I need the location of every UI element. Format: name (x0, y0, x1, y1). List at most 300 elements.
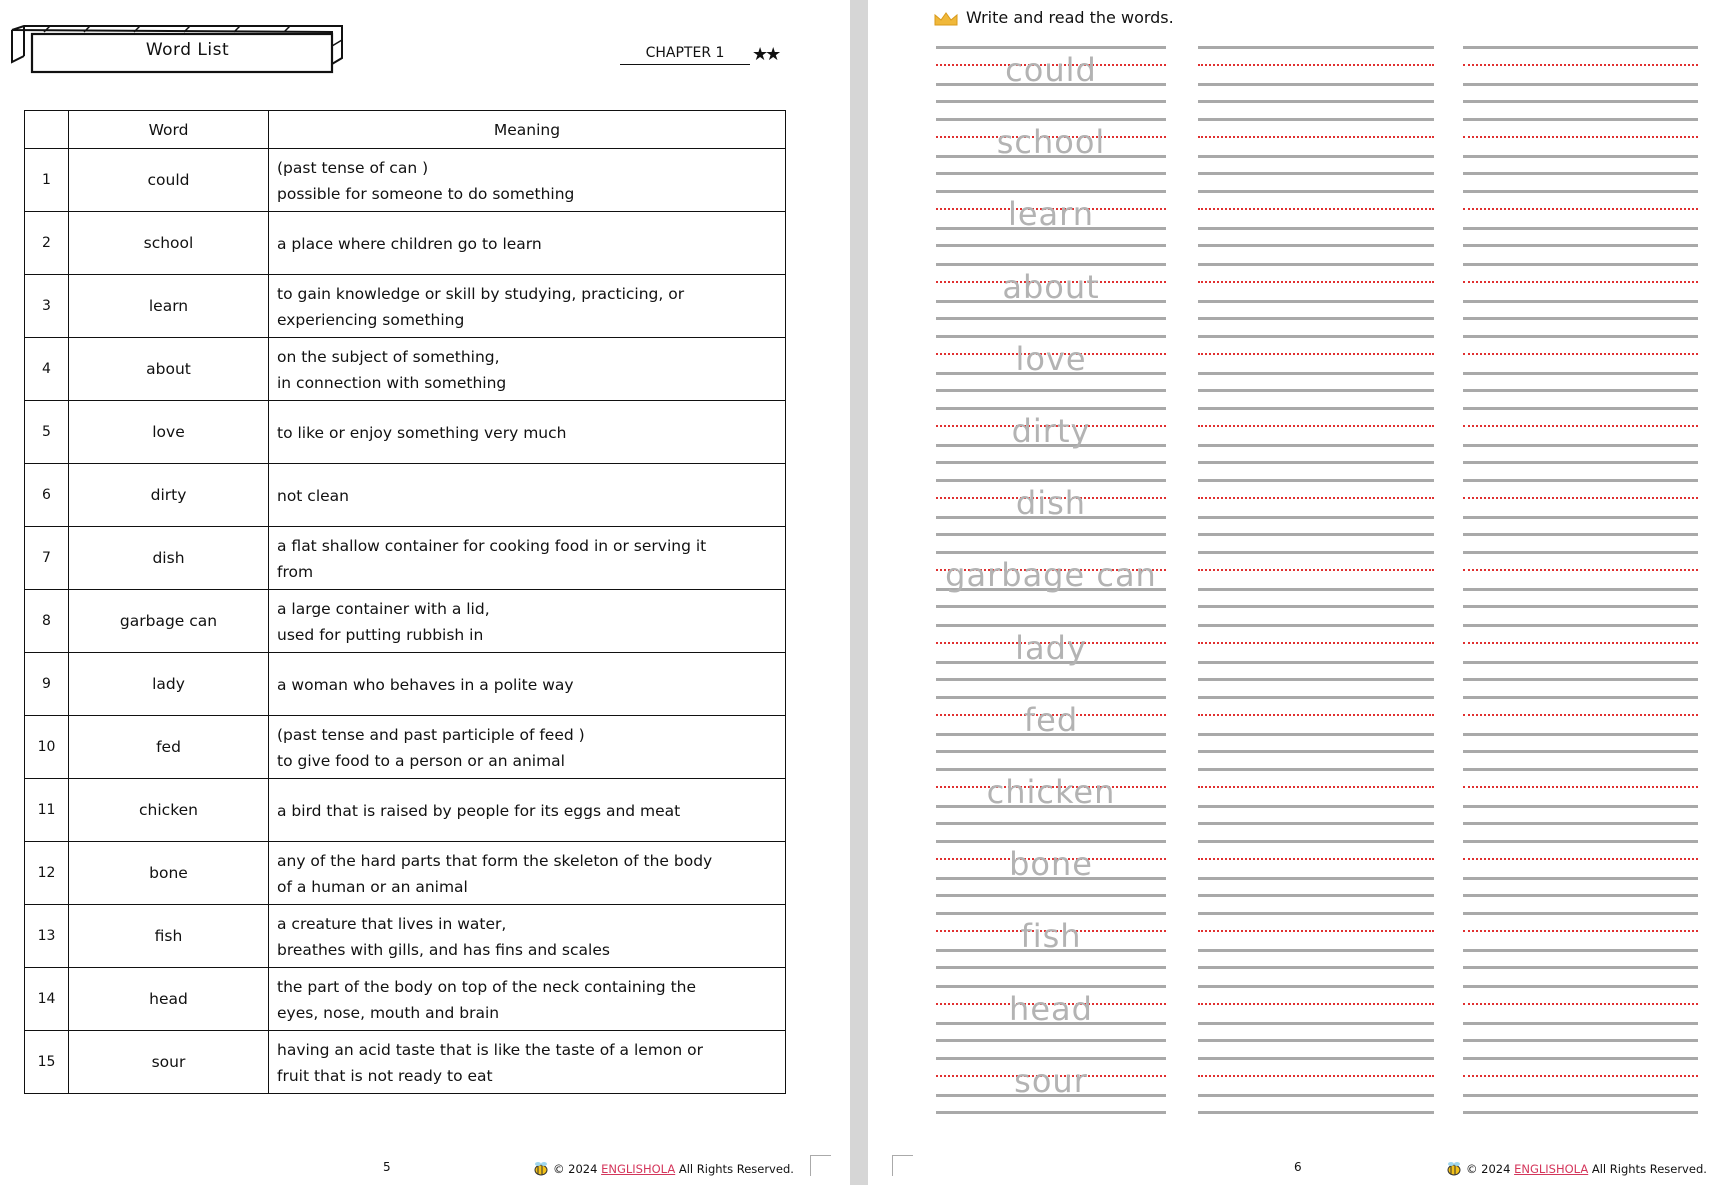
writing-cell[interactable] (1198, 479, 1434, 533)
writing-cell[interactable] (1463, 551, 1698, 605)
meaning-line: from (277, 563, 314, 581)
word-meaning (269, 527, 786, 590)
guide-line (1463, 1111, 1698, 1114)
writing-cell[interactable] (1463, 768, 1698, 822)
meaning-line: to like or enjoy something very much (277, 424, 567, 442)
dotted-midline (1463, 858, 1698, 860)
dotted-midline (1198, 64, 1434, 66)
dotted-midline (1198, 642, 1434, 644)
writing-cell[interactable] (1463, 696, 1698, 750)
vocab-word: fish (69, 905, 269, 968)
guide-line (936, 244, 1166, 247)
trace-word: could (1005, 51, 1097, 89)
practice-row (868, 624, 1715, 696)
guide-line (1198, 1094, 1434, 1097)
table-row (25, 149, 786, 212)
guide-line (1198, 172, 1434, 175)
guide-line (1463, 407, 1698, 410)
table-row (25, 275, 786, 338)
word-meaning (269, 653, 786, 716)
guide-line (1463, 894, 1698, 897)
guide-line (1463, 1022, 1698, 1025)
guide-line (1198, 985, 1434, 988)
guide-line (1198, 588, 1434, 591)
dotted-midline (1198, 281, 1434, 283)
guide-line (1463, 533, 1698, 536)
meaning-line: any of the hard parts that form the skeleton of the body (277, 852, 713, 870)
word-meaning (269, 1031, 786, 1094)
writing-cell[interactable] (1463, 46, 1698, 100)
vocab-word: bone (69, 842, 269, 905)
trace-word: lady (1015, 628, 1087, 667)
guide-line (1198, 894, 1434, 897)
row-number: 7 (25, 527, 69, 590)
bee-logo-icon (533, 1160, 549, 1176)
guide-line (1198, 444, 1434, 447)
vocab-word: head (69, 968, 269, 1031)
guide-line (1463, 949, 1698, 952)
word-meaning (269, 401, 786, 464)
row-number: 5 (25, 401, 69, 464)
guide-line (1463, 118, 1698, 121)
trace-word: sour (1014, 1061, 1088, 1100)
page-title: Word List (145, 40, 230, 60)
guide-line (1198, 696, 1434, 699)
meaning-line: a large container with a lid, (277, 600, 490, 618)
guide-line (936, 822, 1166, 825)
row-number: 4 (25, 338, 69, 401)
guide-line (1463, 83, 1698, 86)
word-meaning (269, 338, 786, 401)
crop-mark (810, 1155, 831, 1176)
dotted-midline (1463, 425, 1698, 427)
word-meaning (269, 212, 786, 275)
trace-cell (936, 46, 1166, 100)
dotted-midline (1198, 714, 1434, 716)
guide-line (1198, 372, 1434, 375)
guide-line (1463, 840, 1698, 843)
column-header-number (25, 111, 69, 149)
guide-line (936, 317, 1166, 320)
guide-line (1198, 551, 1434, 554)
table-row (25, 779, 786, 842)
guide-line (1198, 317, 1434, 320)
guide-line (1463, 444, 1698, 447)
brand-link[interactable]: ENGLISHOLA (601, 1162, 676, 1176)
guide-line (1198, 46, 1434, 49)
writing-cell[interactable] (1463, 335, 1698, 389)
guide-line (1198, 118, 1434, 121)
writing-cell[interactable] (1198, 840, 1434, 894)
vocab-word: love (69, 401, 269, 464)
guide-line (1198, 227, 1434, 230)
copyright-notice (533, 1160, 794, 1176)
writing-cell[interactable] (1463, 190, 1698, 244)
meaning-line: (past tense of can ) (277, 159, 429, 177)
table-header-row (25, 111, 786, 149)
row-number: 13 (25, 905, 69, 968)
writing-cell[interactable] (1463, 1057, 1698, 1111)
meaning-line: to gain knowledge or skill by studying, practicing, or (277, 285, 685, 303)
row-number: 9 (25, 653, 69, 716)
dotted-midline (1198, 208, 1434, 210)
guide-line (1463, 696, 1698, 699)
writing-cell[interactable] (1463, 479, 1698, 533)
trace-word: learn (1007, 195, 1095, 234)
table-row (25, 968, 786, 1031)
table-row (25, 401, 786, 464)
guide-line (1463, 1039, 1698, 1042)
table-row (25, 527, 786, 590)
trace-word: about (1002, 267, 1100, 306)
guide-line (936, 750, 1166, 753)
page-number: 5 (383, 1160, 391, 1174)
meaning-line: in connection with something (277, 374, 507, 392)
trace-cell (936, 768, 1166, 822)
trace-cell (936, 985, 1166, 1039)
guide-line (936, 1111, 1166, 1114)
vocab-word: lady (69, 653, 269, 716)
guide-line (936, 696, 1166, 699)
trace-cell (936, 696, 1166, 750)
row-number: 11 (25, 779, 69, 842)
word-meaning (269, 149, 786, 212)
guide-line (1198, 768, 1434, 771)
writing-cell[interactable] (1198, 118, 1434, 172)
guide-line (1198, 533, 1434, 536)
guide-line (1198, 877, 1434, 880)
guide-line (936, 768, 1166, 771)
trace-cell (936, 118, 1166, 172)
guide-line (1198, 335, 1434, 338)
trace-cell (936, 190, 1166, 244)
meaning-line: the part of the body on top of the neck containing the (277, 978, 697, 996)
column-header-meaning: Meaning (269, 111, 786, 149)
guide-line (1198, 750, 1434, 753)
practice-row (868, 985, 1715, 1057)
table-row (25, 842, 786, 905)
trace-word: chicken (986, 773, 1116, 811)
writing-cell[interactable] (1198, 407, 1434, 461)
crop-mark (892, 1155, 913, 1176)
guide-line (936, 407, 1166, 410)
meaning-line: having an acid taste that is like the taste of a lemon or (277, 1041, 704, 1059)
guide-line (1463, 227, 1698, 230)
vocab-word: about (69, 338, 269, 401)
dotted-midline (1198, 136, 1434, 138)
trace-cell (936, 479, 1166, 533)
guide-line (1463, 516, 1698, 519)
writing-cell[interactable] (1198, 696, 1434, 750)
practice-row (868, 479, 1715, 551)
vocab-word: fed (69, 716, 269, 779)
guide-line (1198, 516, 1434, 519)
dotted-midline (1198, 353, 1434, 355)
guide-line (936, 551, 1166, 554)
dotted-midline (1198, 497, 1434, 499)
practice-row (868, 263, 1715, 335)
writing-cell[interactable] (1198, 46, 1434, 100)
guide-line (936, 894, 1166, 897)
guide-line (1198, 300, 1434, 303)
vocab-word: could (69, 149, 269, 212)
meaning-line: a flat shallow container for cooking food in or serving it (277, 537, 707, 555)
left-page (0, 0, 850, 1185)
word-meaning (269, 275, 786, 338)
dotted-midline (1463, 281, 1698, 283)
dotted-midline (1463, 714, 1698, 716)
guide-line (1198, 389, 1434, 392)
word-meaning (269, 968, 786, 1031)
writing-cell[interactable] (1463, 624, 1698, 678)
practice-row (868, 46, 1715, 118)
dotted-midline (1463, 136, 1698, 138)
writing-cell[interactable] (1198, 1057, 1434, 1111)
guide-line (936, 966, 1166, 969)
meaning-line: (past tense and past participle of feed ) (277, 726, 585, 744)
dotted-midline (1198, 569, 1434, 571)
guide-line (936, 118, 1166, 121)
guide-line (1463, 263, 1698, 266)
right-page (868, 0, 1715, 1185)
guide-line (936, 624, 1166, 627)
practice-row (868, 696, 1715, 768)
row-number: 6 (25, 464, 69, 527)
table-row (25, 653, 786, 716)
writing-cell[interactable] (1198, 335, 1434, 389)
meaning-line: used for putting rubbish in (277, 626, 484, 644)
trace-cell (936, 263, 1166, 317)
row-number: 12 (25, 842, 69, 905)
row-number: 15 (25, 1031, 69, 1094)
table-row (25, 464, 786, 527)
guide-line (1463, 317, 1698, 320)
meaning-line: breathes with gills, and has fins and scales (277, 941, 610, 959)
writing-cell[interactable] (1198, 551, 1434, 605)
guide-line (936, 1057, 1166, 1060)
guide-line (936, 172, 1166, 175)
dotted-midline (1463, 786, 1698, 788)
practice-row (868, 551, 1715, 623)
word-meaning (269, 842, 786, 905)
writing-cell[interactable] (1198, 190, 1434, 244)
guide-line (1198, 966, 1434, 969)
guide-line (1463, 678, 1698, 681)
dotted-midline (1198, 1075, 1434, 1077)
writing-cell[interactable] (1463, 840, 1698, 894)
row-number: 8 (25, 590, 69, 653)
dotted-midline (1463, 1003, 1698, 1005)
guide-line (1198, 263, 1434, 266)
guide-line (1198, 733, 1434, 736)
row-number: 2 (25, 212, 69, 275)
dotted-midline (1198, 425, 1434, 427)
guide-line (1198, 605, 1434, 608)
writing-cell[interactable] (1463, 118, 1698, 172)
guide-line (936, 678, 1166, 681)
guide-line (1198, 1057, 1434, 1060)
guide-line (1198, 155, 1434, 158)
table-row (25, 716, 786, 779)
guide-line (1463, 605, 1698, 608)
dotted-midline (1198, 858, 1434, 860)
guide-line (1463, 877, 1698, 880)
guide-line (1463, 100, 1698, 103)
guide-line (936, 335, 1166, 338)
guide-line (1463, 1057, 1698, 1060)
guide-line (1463, 244, 1698, 247)
guide-line (1463, 985, 1698, 988)
guide-line (1198, 1111, 1434, 1114)
dotted-midline (1463, 642, 1698, 644)
guide-line (1463, 912, 1698, 915)
guide-line (1198, 1022, 1434, 1025)
guide-line (1463, 389, 1698, 392)
dotted-midline (1198, 786, 1434, 788)
dotted-midline (1198, 930, 1434, 932)
bee-logo-icon (1446, 1160, 1462, 1176)
guide-line (1463, 479, 1698, 482)
writing-cell[interactable] (1463, 985, 1698, 1039)
writing-cell[interactable] (1198, 624, 1434, 678)
practice-row (868, 407, 1715, 479)
guide-line (1198, 479, 1434, 482)
copyright-suffix: All Rights Reserved. (678, 1162, 794, 1176)
guide-line (936, 190, 1166, 193)
vocab-word: chicken (69, 779, 269, 842)
trace-word: dirty (1011, 412, 1091, 450)
trace-cell (936, 1057, 1166, 1111)
guide-line (936, 912, 1166, 915)
brand-link[interactable]: ENGLISHOLA (1514, 1162, 1589, 1176)
practice-row (868, 912, 1715, 984)
word-meaning (269, 590, 786, 653)
word-meaning (269, 905, 786, 968)
word-meaning (269, 464, 786, 527)
vocab-word: dirty (69, 464, 269, 527)
meaning-line: eyes, nose, mouth and brain (277, 1004, 500, 1022)
guide-line (936, 389, 1166, 392)
meaning-line: to give food to a person or an animal (277, 752, 565, 770)
word-table (24, 110, 786, 1094)
guide-line (936, 100, 1166, 103)
meaning-line: on the subject of something, (277, 348, 500, 366)
dotted-midline (1463, 208, 1698, 210)
guide-line (1463, 624, 1698, 627)
meaning-line: possible for someone to do something (277, 185, 575, 203)
practice-row (868, 335, 1715, 407)
trace-word: garbage can (945, 556, 1157, 595)
dotted-midline (1463, 64, 1698, 66)
guide-line (1198, 661, 1434, 664)
writing-cell[interactable] (1463, 407, 1698, 461)
guide-line (1463, 155, 1698, 158)
dotted-midline (1463, 353, 1698, 355)
trace-cell (936, 624, 1166, 678)
guide-line (936, 605, 1166, 608)
vocab-word: school (69, 212, 269, 275)
guide-line (1198, 840, 1434, 843)
vocab-word: sour (69, 1031, 269, 1094)
writing-cell[interactable] (1198, 263, 1434, 317)
guide-line (1463, 172, 1698, 175)
meaning-line: a bird that is raised by people for its eggs and meat (277, 802, 681, 820)
vocab-word: learn (69, 275, 269, 338)
meaning-line: of a human or an animal (277, 878, 468, 896)
guide-line (936, 461, 1166, 464)
meaning-line: fruit that is not ready to eat (277, 1067, 493, 1085)
practice-row (868, 840, 1715, 912)
guide-line (1198, 461, 1434, 464)
table-row (25, 590, 786, 653)
crown-icon (934, 12, 958, 26)
dotted-midline (1198, 1003, 1434, 1005)
trace-word: love (1015, 339, 1087, 378)
word-meaning (269, 779, 786, 842)
table-row (25, 338, 786, 401)
trace-cell (936, 840, 1166, 894)
writing-cell[interactable] (1198, 768, 1434, 822)
guide-line (1463, 300, 1698, 303)
word-list-banner (10, 22, 346, 74)
trace-cell (936, 912, 1166, 966)
guide-line (1198, 822, 1434, 825)
guide-line (1198, 83, 1434, 86)
trace-cell (936, 335, 1166, 389)
guide-line (1198, 100, 1434, 103)
row-number: 14 (25, 968, 69, 1031)
guide-line (1198, 190, 1434, 193)
copyright-prefix: © 2024 (1466, 1162, 1511, 1176)
copyright-suffix: All Rights Reserved. (1591, 1162, 1707, 1176)
vocab-word: garbage can (69, 590, 269, 653)
star-icon: ★★ (752, 44, 779, 65)
table-row (25, 905, 786, 968)
guide-line (1463, 46, 1698, 49)
guide-line (1463, 822, 1698, 825)
practice-row (868, 190, 1715, 262)
row-number: 3 (25, 275, 69, 338)
writing-cell[interactable] (1198, 912, 1434, 966)
guide-line (1198, 949, 1434, 952)
dotted-midline (1463, 1075, 1698, 1077)
dotted-midline (1463, 497, 1698, 499)
vocab-word: dish (69, 527, 269, 590)
writing-cell[interactable] (1463, 263, 1698, 317)
writing-cell[interactable] (1198, 985, 1434, 1039)
copyright-notice (1446, 1160, 1707, 1176)
practice-row (868, 118, 1715, 190)
table-row (25, 1031, 786, 1094)
writing-cell[interactable] (1463, 912, 1698, 966)
trace-word: bone (1009, 845, 1093, 884)
guide-line (1198, 407, 1434, 410)
dotted-midline (1463, 930, 1698, 932)
guide-line (1198, 805, 1434, 808)
dotted-midline (1463, 569, 1698, 571)
guide-line (1463, 733, 1698, 736)
meaning-line: a woman who behaves in a polite way (277, 676, 574, 694)
guide-line (1463, 588, 1698, 591)
guide-line (1198, 912, 1434, 915)
guide-line (1463, 335, 1698, 338)
guide-line (1463, 372, 1698, 375)
meaning-line: a place where children go to learn (277, 235, 542, 253)
guide-line (1463, 661, 1698, 664)
column-header-word: Word (69, 111, 269, 149)
guide-line (936, 479, 1166, 482)
meaning-line: experiencing something (277, 311, 465, 329)
